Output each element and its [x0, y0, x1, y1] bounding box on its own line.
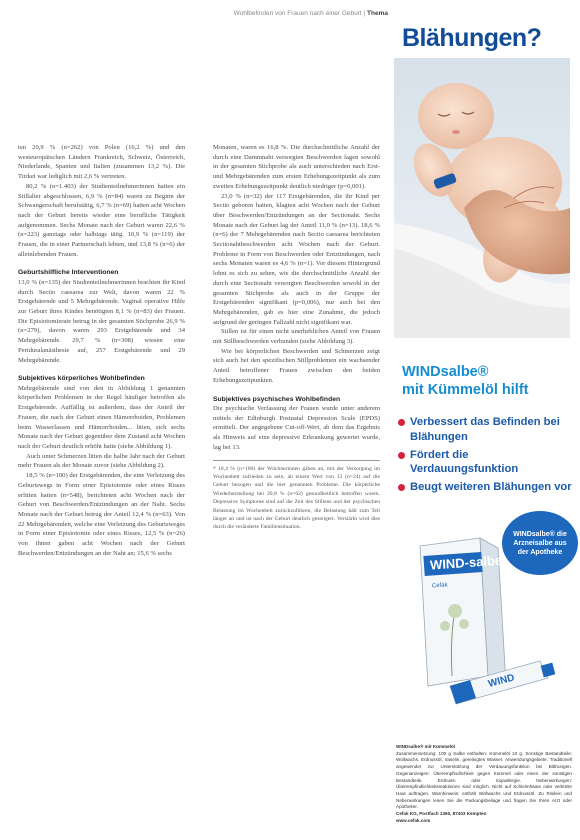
paragraph: 13,0 % (n=135) der Studienteilnehmerinnen brachten ihr Kind durch Sectio caesarea zur Welt, davon waren 22 % Erstgebärende und 5 Mehrgebärende. Vaginal operative Hilfe zur Geburt ihres Kindes benötigten 8,1 % (n=83) der Frauen. Die Episiotomierate betrug in der gesamten Stichprobe 26,9 % (n=279), davon waren 293 Erstgebärende und 34 Mehrgebärende. 29,7 % (n=308) wiesen eine Periduralanästhesie auf, 257 Erstgebärende und 29 Mehrgebärende.: [18, 278, 185, 364]
benefit-item: Fördert die Verdauungsfunktion: [398, 448, 573, 478]
paragraph: Wie bei körperlichen Beschwerden und Schmerzen zeigt sich auch bei den spezifischen Stillproblemen ein wachsender Anteil betroffener Frauen zwischen den beiden Erhebungszeitpunkten.: [213, 347, 380, 384]
footnote: * 18,4 % (n=180) der Wöchnerinnen gaben an, mit der Versorgung im Wochenbett zufrieden zu sein, ab einem Wert von 13 (n=24) auf die Geburt bezogen und die hier genannten Probleme. Die körperliche Wiederherstellung bei 20,8 % (n=62) gesundheitlich betroffen waren. Depressive Symptome sind auf die Zeit des Stillens und der psychischen Belastung im Wochenbett zurückzuführen, die Belastung hält zum Teil länger an und ist nach der Geburt deutlich gesteigert. Verstärkt wird dies durch die veränderte Familiensituation.: [213, 460, 380, 532]
package-brand: Cefak: [431, 582, 448, 590]
pharmacy-stamp: WINDsalbe® die Arzneisalbe aus der Apotheke: [502, 511, 578, 575]
paragraph: Monaten, waren es 16,8 %. Die durchschnittliche Anzahl der durch eine Dammnaht versorgten Beschwerden lagen sowohl in der gesamten Stichprobe als auch unterschieden nach Erst- und Mehrgebärenden zum ersten Erhebungszeitpunkt als zum zweiten Erhebungszeitpunkt deutlich niedriger (p=0,001).: [213, 144, 380, 190]
section-heading: Subjektives körperliches Wohlbefinden: [18, 375, 145, 383]
baby-photo: [394, 58, 570, 338]
ad-brand-title: [402, 363, 528, 399]
section-heading: Geburtshilfliche Interventionen: [18, 269, 119, 277]
red-dot-icon: [398, 419, 405, 426]
left-column: [18, 143, 185, 558]
baby-illustration: [394, 58, 570, 338]
company-web: www.cefak.com: [396, 817, 431, 823]
benefit-list: [398, 415, 573, 498]
running-head-title: Wohlbefinden von Frauen nach einer Geburt: [233, 10, 362, 17]
running-head: Wohlbefinden von Frauen nach einer Geburt | Thema: [233, 10, 388, 17]
paragraph: Die psychische Verfassung der Frauen wurde unter anderem mittels der Edinburgh Postnatal Depression Scale (EPDS) ermittelt. Der angegebene Cut-off-Wert, ab dem das Ergebnis als Hinweis auf eine depressive Erkrankung gewertet wurde, lag bei 13.: [213, 405, 380, 451]
paragraph: Mehrgebärende sind von den in Abbildung 1 genannten körperlichen Problemen in der Regel häufiger betroffen als Erstgebärende. Auffällig ist außerdem, dass der Anteil der Frauen, die nach der Geburt einen Hämorrhoiden, Problemen beim Wasserlassen und Hämorrhoiden... litten, sich sechs Monate nach der Geburt gegenüber dem Zustand acht Wochen nach der Geburt deutlich erhöht hatte (siehe Abbildung 1).: [18, 384, 185, 450]
running-head-section: Thema: [367, 10, 388, 17]
brand-line-2: mit Kümmelöl hilft: [402, 382, 529, 398]
package-label: WIND-salbe: [429, 552, 503, 573]
brand-line-1: WINDsalbe®: [402, 364, 489, 380]
paragraph: ten 20,9 % (n=262) von Polen (16,2 %) und den westeuropäischen Ländern Frankreich, Schweiz, Österreich, Niederlande, Spanien und Italien (zusammen 13,2 %). Die Türkei war lediglich mit 2,6 % vertreten.: [18, 144, 185, 181]
company-address: Cefak KG, Postfach 1360, 87403 Kempten: [396, 811, 487, 817]
tube-label: WIND: [487, 672, 516, 690]
mandatory-title: WINDsalbe® mit Kümmelöl: [396, 744, 456, 749]
paragraph: 23,0 % (n=32) der 117 Erstgebärenden, die ihr Kind per Sectio geboren hatten, klagten acht Wochen nach der Geburt über Beschwerden/Entzündungen an der Sectionaht. Sechs Monate nach der Geburt lag der Anteil 11,0 % (n=13). 18,6 % (n=6) der 7 Mehrgebärenden nach Sectio caesarea berichteten Sectionahtbeschwerden acht Wochen nach der Geburt. Probleme in Form von Beschwerden oder Entzündungen, nach sechs Monaten waren es 4,6 % (n=1). Vor diesem Hintergrund lohnt es sich zu sehen, wie die durchschnittliche Anzahl der durch eine Sectionaht versorgten Beschwerden sowohl in der gesamten Stichprobe als auch in der Gruppe der Erstgebärenden signifikant (p=0,006), nur auch bei den Mehrgebärenden, gab es hier eine Zunahme, die jedoch aufgrund der geringen Fallzahl nicht signifikant war.: [213, 192, 380, 326]
ad-headline: Blähungen?: [402, 24, 542, 52]
middle-column: [213, 143, 380, 532]
mandatory-body: Zusammensetzung: 100 g Salbe enthalten: Kümmelöl 10 g. Sonstige Bestandteile: Wollwachs, Erdnussöl, Vaselin, gereinigtes Wasser. Anwendungsgebiete: Traditionell angewendet zur Unterstützung der Verdauungsfunktion bei Blähungen. Gegenanzeigen: Überempfindlichkeit gegen Kümmel oder einen der sonstigen Bestandteile, Erdnuss- oder Sojaallergie. Nebenwirkungen: Überempfindlichkeitsreaktionen sind möglich. Nicht auf Schleimhäute oder verletzte Haut auftragen. Warnhinweis: enthält Wollwachs und Erdnussöl. Zu Risiken und Nebenwirkungen lesen Sie die Packungsbeilage und fragen Sie Ihren Arzt oder Apotheker.: [396, 750, 572, 810]
mandatory-text: [396, 744, 572, 824]
paragraph: Auch unter Schmerzen litten die halbe Jahr nach der Geburt mehr Frauen als der Monate zuvor (siehe Abbildung 2).: [18, 452, 185, 470]
red-dot-icon: [398, 452, 405, 459]
advertisement: [390, 0, 580, 840]
paragraph: Stillen ist für einen nicht unerheblichen Anteil von Frauen mit Stillbeschwerden verbunden (siehe Abbildung 3).: [213, 328, 380, 346]
section-heading: Subjektives psychisches Wohlbefinden: [213, 395, 341, 403]
paragraph: 18,5 % (n=100) der Erstgebärenden, die eine Verletzung des Geburtswegs in Form einer Episiotomie oder eines Risses erlitten hatten (n=548), berichteten acht Wochen nach der Geburt von Beschwerden/Entzündungen an der Naht. Sechs Monate nach der Geburt betrug der Anteil 12,4 % (n=63). Von 22 Mehrgebärenden, welche eine Verletzung des Geburtsweges in Form einer Episiotomie oder eines Risses, 12,5 % (n=26) von ihnen gaben acht Wochen nach der Geburt Beschwerden/Entzündungen an der Naht an; 15,6 % sechs: [18, 472, 185, 557]
red-dot-icon: [398, 484, 405, 491]
benefit-item: Beugt weiteren Blähungen vor: [398, 480, 573, 495]
paragraph: 80,2 % (n=1.403) der Studienteilnehmerinnen hatten ein Stillalter abgeschlossen, 6,9 % (n=84) waren zu Beginn der Schwangerschaft berufstätig, 6,7 % (n=69) hatten acht Wochen nach der Geburt bereits wieder eine berufliche Tätigkeit aufgenommen. Sechs Monate nach der Geburt waren 22,6 % (n=223) ganztags oder halbtags tätig. 10,9 % (n=119) der Frauen, die in einer Partnerschaft lebten, und 13,8 % (n=6) der alleinlebenden Frauen.: [18, 182, 185, 258]
benefit-item: Verbessert das Befinden bei Blähungen: [398, 415, 573, 445]
